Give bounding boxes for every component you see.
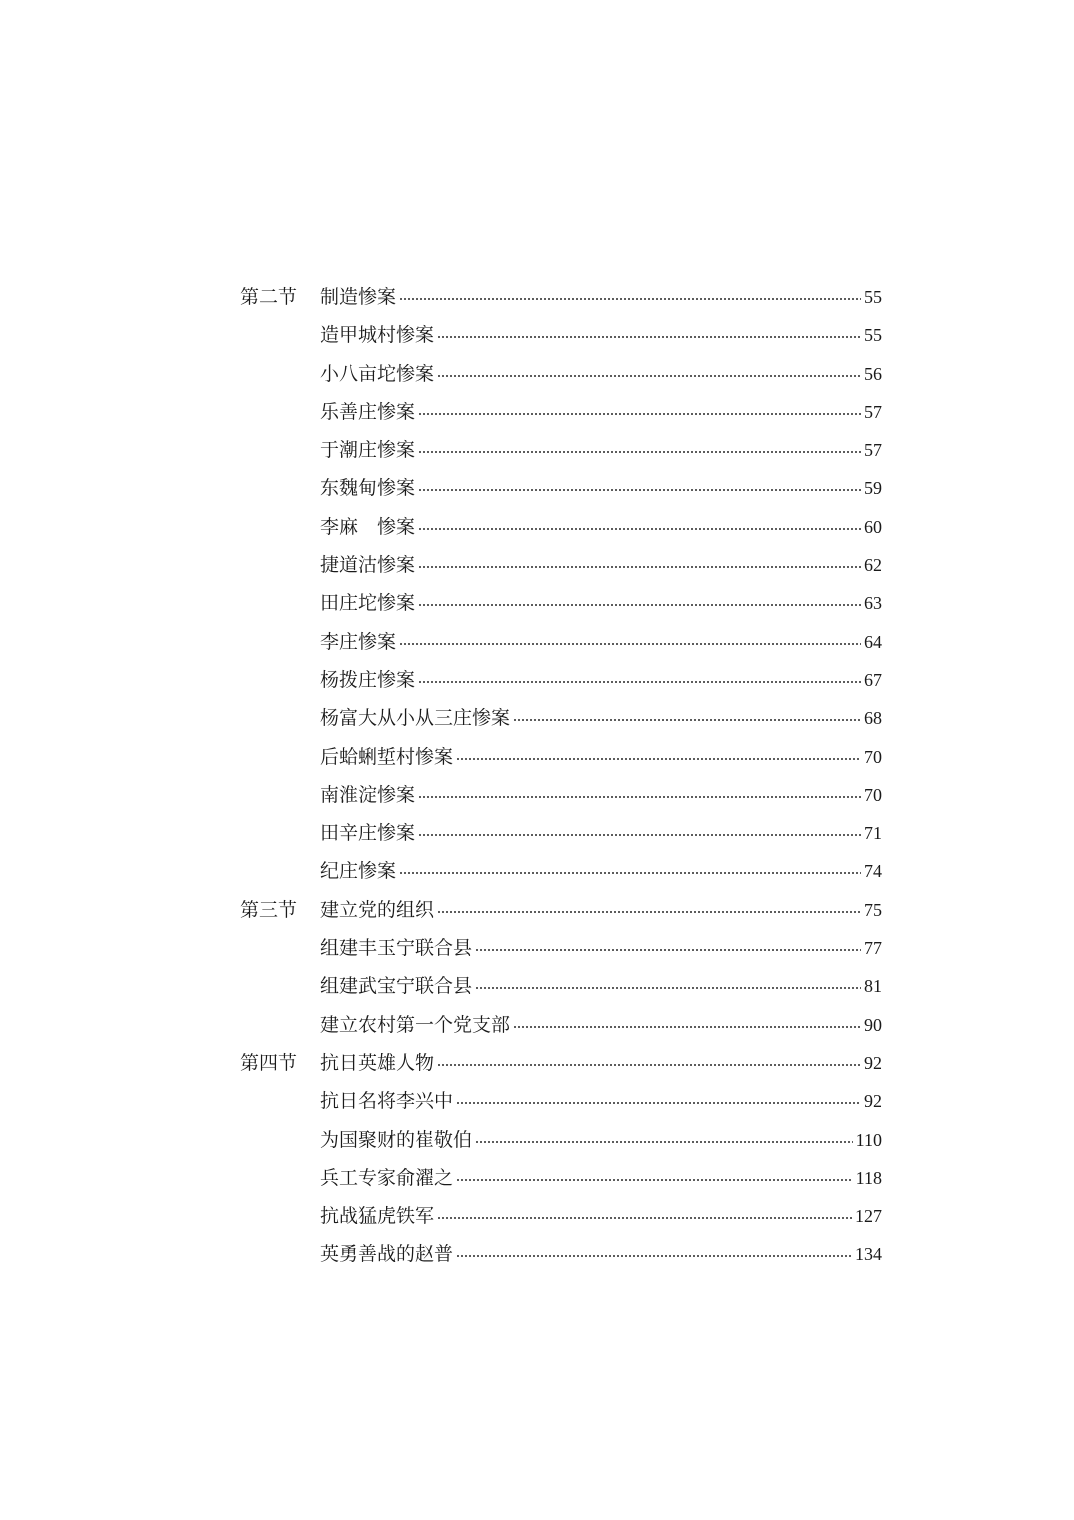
dot-leader: [418, 566, 861, 568]
toc-entry[interactable]: [320, 705, 882, 731]
toc-entry[interactable]: [320, 1203, 882, 1229]
entry-title: 李庄惨案: [320, 630, 397, 653]
section-label: 第三节: [240, 898, 298, 921]
section-label: 第二节: [240, 286, 298, 308]
dot-leader: [456, 1255, 852, 1257]
entry-title: 抗日名将李兴中: [320, 1090, 454, 1113]
toc-entry[interactable]: [320, 973, 882, 999]
toc-row: [0, 1197, 1074, 1235]
page-number: 63: [864, 593, 882, 614]
toc-entry[interactable]: [320, 437, 882, 463]
entry-title: 组建丰玉宁联合县: [320, 937, 473, 960]
page-number: 75: [864, 899, 882, 920]
page-number: 56: [864, 363, 882, 384]
toc-entry[interactable]: [320, 1165, 882, 1191]
toc-entry[interactable]: [320, 744, 882, 770]
toc-row: [0, 623, 1074, 661]
dot-leader: [456, 1102, 861, 1104]
page-number: 90: [864, 1014, 882, 1035]
entry-title: 李麻 惨案: [320, 515, 416, 538]
toc-entry[interactable]: [320, 1241, 882, 1267]
toc-entry[interactable]: [320, 1012, 882, 1038]
toc-row: [0, 431, 1074, 469]
dot-leader: [513, 719, 861, 721]
entry-title: 造甲城村惨案: [320, 324, 435, 347]
toc-entry[interactable]: [320, 782, 882, 808]
dot-leader: [437, 1064, 861, 1066]
dot-leader: [418, 413, 861, 415]
page-number: 134: [855, 1244, 882, 1265]
page-number: 67: [864, 669, 882, 690]
section-label: 第四节: [240, 1051, 298, 1074]
toc-entry[interactable]: [320, 820, 882, 846]
dot-leader: [437, 375, 861, 377]
entry-title: 纪庄惨案: [320, 860, 397, 883]
dot-leader: [418, 834, 861, 836]
entry-title: 英勇善战的赵普: [320, 1243, 454, 1266]
toc-row: [0, 738, 1074, 776]
dot-leader: [456, 1179, 853, 1181]
entry-title: 制造惨案: [320, 286, 397, 308]
page-number: 62: [864, 555, 882, 576]
dot-leader: [418, 604, 861, 606]
entry-title: 田庄坨惨案: [320, 592, 416, 615]
toc-row: [0, 469, 1074, 507]
toc-row: [0, 584, 1074, 622]
page-number: 57: [864, 401, 882, 422]
toc-row: [0, 546, 1074, 584]
toc-row: [0, 393, 1074, 431]
dot-leader: [418, 489, 861, 491]
page-number: 127: [855, 1206, 882, 1227]
toc-row: [0, 929, 1074, 967]
entry-title: 于潮庄惨案: [320, 439, 416, 462]
page-number: 77: [864, 938, 882, 959]
toc-entry[interactable]: [320, 590, 882, 616]
page-number: 60: [864, 516, 882, 537]
toc-entry[interactable]: [320, 475, 882, 501]
page-number: 57: [864, 440, 882, 461]
toc-entry[interactable]: [320, 514, 882, 540]
toc-row: [0, 852, 1074, 890]
entry-title: 田辛庄惨案: [320, 822, 416, 845]
entry-title: 建立农村第一个党支部: [320, 1013, 511, 1036]
dot-leader: [475, 987, 861, 989]
entry-title: 捷道沽惨案: [320, 554, 416, 577]
toc-row: [0, 891, 1074, 929]
page-number: 92: [864, 1091, 882, 1112]
page-number: 118: [855, 1167, 882, 1188]
entry-title: 杨富大从小从三庄惨案: [320, 707, 511, 730]
page-number: 110: [855, 1129, 882, 1150]
dot-leader: [418, 681, 861, 683]
entry-title: 杨拨庄惨案: [320, 668, 416, 691]
toc-entry[interactable]: [320, 361, 882, 387]
entry-title: 抗战猛虎铁军: [320, 1205, 435, 1228]
toc-row: [0, 355, 1074, 393]
dot-leader: [456, 758, 861, 760]
dot-leader: [513, 1026, 861, 1028]
entry-title: 为国聚财的崔敬伯: [320, 1128, 473, 1151]
entry-title: 建立党的组织: [320, 898, 435, 921]
entry-title: 兵工专家俞濯之: [320, 1166, 454, 1189]
dot-leader: [399, 298, 861, 300]
entry-title: 东魏甸惨案: [320, 477, 416, 500]
toc-entry[interactable]: [320, 322, 882, 348]
dot-leader: [475, 1141, 853, 1143]
dot-leader: [437, 1217, 852, 1219]
page-number: 70: [864, 784, 882, 805]
toc-row: [0, 316, 1074, 354]
toc-row: [0, 508, 1074, 546]
page-number: 81: [864, 976, 882, 997]
toc-entry[interactable]: [320, 935, 882, 961]
page-number: 68: [864, 708, 882, 729]
toc-row: [0, 1159, 1074, 1197]
toc-entry[interactable]: [320, 897, 882, 923]
entry-title: 乐善庄惨案: [320, 400, 416, 423]
toc-row: [0, 814, 1074, 852]
dot-leader: [418, 451, 861, 453]
toc-entry[interactable]: [320, 1127, 882, 1153]
dot-leader: [437, 911, 861, 913]
table-of-contents: [0, 278, 1074, 1274]
toc-entry[interactable]: [320, 399, 882, 425]
toc-row: [0, 1235, 1074, 1273]
dot-leader: [418, 796, 861, 798]
toc-entry[interactable]: [320, 1088, 882, 1114]
toc-entry[interactable]: [320, 552, 882, 578]
page-number: 70: [864, 746, 882, 767]
entry-title: 小八亩坨惨案: [320, 362, 435, 385]
toc-entry[interactable]: [320, 667, 882, 693]
toc-row: [0, 967, 1074, 1005]
dot-leader: [418, 528, 861, 530]
toc-row: [0, 699, 1074, 737]
toc-row: [0, 278, 1074, 316]
toc-row: [0, 661, 1074, 699]
toc-row: [0, 1044, 1074, 1082]
page-number: 92: [864, 1052, 882, 1073]
entry-title: 组建武宝宁联合县: [320, 975, 473, 998]
page-number: 71: [864, 823, 882, 844]
entry-title: 抗日英雄人物: [320, 1051, 435, 1074]
toc-entry[interactable]: [320, 1050, 882, 1076]
dot-leader: [399, 643, 861, 645]
page-number: 55: [864, 325, 882, 346]
entry-title: 后蛤蜊埑村惨案: [320, 745, 454, 768]
dot-leader: [475, 949, 861, 951]
dot-leader: [399, 872, 861, 874]
page-number: 55: [864, 287, 882, 307]
toc-row: [0, 1121, 1074, 1159]
toc-row: [0, 1006, 1074, 1044]
toc-entry[interactable]: [320, 858, 882, 884]
toc-row: [0, 1082, 1074, 1120]
toc-row: [0, 776, 1074, 814]
page-number: 59: [864, 478, 882, 499]
toc-entry[interactable]: [320, 284, 882, 310]
toc-entry[interactable]: [320, 629, 882, 655]
dot-leader: [437, 336, 861, 338]
page-number: 74: [864, 861, 882, 882]
entry-title: 南淮淀惨案: [320, 783, 416, 806]
page-number: 64: [864, 631, 882, 652]
